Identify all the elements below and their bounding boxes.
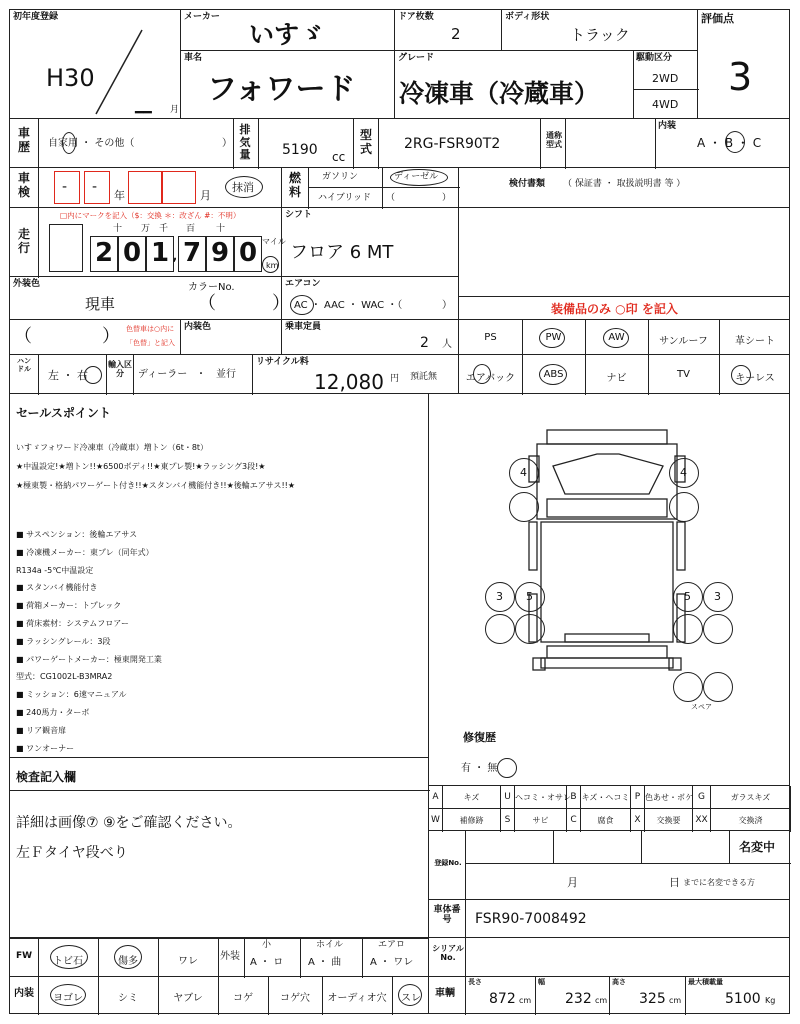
history-text: 自家用 ・ その他（ [48,138,135,149]
shift-value: フロア 6 MT [290,242,394,263]
exterior-value: 現車 [85,295,116,313]
capacity-label: 乗車定員 [285,322,322,332]
history-row [9,118,790,168]
legend-code: P [631,786,645,809]
recycle-value: 12,080 [314,370,384,394]
recycle-unit: 円 [390,374,400,384]
dims-length: 872 [489,991,516,1007]
dimensions-cell: 車輌 長さ 872 cm 幅 232 cm 高さ 325 cm 最大積載量 5100 Kg [428,976,790,1014]
capacity-value: 2 [420,335,429,351]
shift-cell [281,207,459,277]
bottom-row-1: FW トビ石 傷多 ワレ 外装 小 A ・ ロ ホイル A ・ 曲 エアロ A ・ ワレ [9,937,429,977]
first-registration-cell [9,9,181,119]
serial-cell [428,937,790,977]
equip-pw-mark [539,328,565,348]
displacement-unit: cc [332,150,346,164]
chassis-label: 車体番号 [433,905,461,926]
legend-code: W [429,809,443,832]
reg-month: 月 [567,876,578,889]
history-label: 車歴 [17,126,30,154]
documents-cell [458,167,790,208]
car-name-value: フォワード [207,72,356,107]
drive-4wd: 4WD [652,98,679,111]
ext-small: A ・ ロ [250,957,284,968]
equip-navi: ナビ [606,373,627,384]
aircon-value: AC ・ AAC ・ WAC ・（ [294,300,403,311]
capacity-unit: 人 [442,339,452,350]
documents-label: 検付書類 [509,179,546,189]
equip-keyless: キーレス [735,373,775,384]
tire-front-right-2 [669,492,699,522]
legend-desc: 交換要 [645,809,693,832]
fw-stone-chip: トビ石 [53,956,83,967]
legend-code: S [501,809,515,832]
interior-grade-value: A ・ B ・ C [697,136,762,150]
legend-desc: 色あせ・ボケ [645,786,693,809]
maker-label: メーカー [184,12,220,22]
repair-value: 有 ・ 無 [461,763,498,774]
equipment-row-2 [458,354,790,394]
legend-desc: キズ [443,786,501,809]
fuel-label: 燃料 [288,171,301,199]
mileage-label: 走行 [17,227,30,255]
color-change-note1: 色替車は○内に [126,325,175,333]
import-dealer: ディーラー [138,369,188,380]
car-name-cell [180,50,395,119]
equipment-header-text: 装備品のみ ○印 を記入 [551,302,678,316]
fuel-gasoline: ガソリン [322,172,359,182]
grade-label: グレード [398,53,435,63]
int-tear: ヤブレ [173,993,203,1004]
spare-tire-2 [703,672,733,702]
fuel-diesel: ディーゼル [394,172,439,182]
equip-tv: TV [677,369,690,380]
inspection-notes-title: 検査記入欄 [16,770,77,784]
registration-no-cell [428,830,790,900]
equip-sunroof: サンルーフ [659,336,708,347]
registration-year: H30 [46,64,95,92]
equip-airbag: エアバック [465,373,516,384]
aircon-mark [290,295,314,315]
maker-value: いすゞ [249,20,325,49]
inspection-label: 車検 [17,171,30,199]
mileage-cell: 走行 □内にマークを記入（$：交換 ＊：改ざん #：不明） 十 万 千 百 十 2 0 1 7 9 0 , マイル km [9,207,282,277]
recycle-deposit: 預託無 [410,372,438,382]
dims-width: 232 [565,991,592,1007]
mileage-digit: 0 [118,236,146,272]
model-label: 型式 [359,128,372,156]
inspection-note-1: 詳細は画像⑦ ⑨をご確認ください。 [16,815,242,831]
equip-abs-mark [539,364,567,385]
body-shape-cell [501,9,698,51]
int-audio-hole: オーディオ穴 [327,993,387,1004]
recycle-label: リサイクル料 [256,357,309,367]
legend-desc: サビ [515,809,567,832]
equip-airbag-mark [473,364,491,384]
aircon-cell: エアコン AC ・ AAC ・ WAC ・（ ） [281,276,459,320]
fw-many-scratches: 傷多 [118,956,138,967]
equip-aw: AW [608,332,625,343]
inspection-note-2: 左Ｆタイヤ段べり [16,845,128,861]
handle-mark [84,366,102,384]
body-shape-value: トラック [570,26,630,44]
legend-desc: 腐食 [581,809,631,832]
model-value: 2RG-FSR90T2 [404,136,501,152]
tire-front-left-2 [509,492,539,522]
inspection-status-mark [225,176,263,198]
legend-desc: キズ・ヘコミ [581,786,631,809]
maker-cell [180,9,395,51]
fw-crack: ワレ [178,956,198,967]
damage-legend [428,785,790,831]
bottom-row-2 [9,976,429,1014]
score-label: 評価点 [701,12,734,25]
fuel-hybrid: ハイブリッド [318,193,372,203]
legend-code: B [567,786,581,809]
inspection-status: 抹消 [232,181,254,194]
common-model-label: 通称型式 [546,131,562,150]
color-change-cell: （ ） 色替車は○内に 「色替」と記入 [9,319,181,355]
legend-code: XX [693,809,711,832]
mileage-digit: 0 [234,236,262,272]
equipment-header [458,296,790,320]
inspection-cell: 車検 - - 年 月 抹消 [9,167,282,208]
repair-mark [497,758,517,778]
truck-diagram [429,394,789,714]
legend-desc: ガラスキズ [711,786,791,809]
fw-label: FW [16,951,33,961]
capacity-cell [281,319,459,355]
spare-tire-1 [673,672,703,702]
inspection-notes-panel [9,757,429,939]
legend-desc: 交換済 [711,809,791,832]
exterior-cell: 外装色 現車 カラーNo. （ ） [9,276,282,320]
equip-abs: ABS [543,369,564,380]
equipment-row-1 [458,319,790,355]
interior-color-cell [180,319,282,355]
damage-diagram-panel: 4 4 3 5 5 3 スペア 修復歴 有 ・ 無 [428,393,790,786]
mileage-km: km [266,261,279,270]
history-mark [62,132,76,154]
legend-code: C [567,809,581,832]
sales-points-title: セールスポイント [16,406,111,420]
mileage-mile: マイル [262,237,286,246]
dims-load: 5100 [725,991,761,1007]
inspection-month-unit: 月 [200,189,211,202]
serial-label: シリアルNo. [432,944,464,963]
reg-day: 日 [669,876,680,889]
handle-value: 左 ・ 右 [48,369,88,382]
doors-value: 2 [451,25,461,43]
import-label: 輸入区分 [108,360,132,379]
equip-ps: PS [484,332,497,343]
score-value: 3 [728,55,753,99]
legend-code: X [631,809,645,832]
sales-points-panel [9,393,429,758]
ext-label: 外装 [220,951,240,962]
chassis-cell [428,899,790,938]
equip-leather: 革シート [735,336,775,347]
legend-code: A [429,786,443,809]
grade-value: 冷凍車（冷蔵車） [399,79,600,108]
interior-color-label: 内装色 [184,322,212,332]
documents-value: （ 保証書 ・ 取扱説明書 等 ） [563,179,686,189]
registration-month-unit: 月 [170,105,180,115]
interior-damage-label: 内装 [14,988,34,999]
first-registration-label: 初年度登録 [13,12,59,22]
legend-desc: 補修跡 [443,809,501,832]
chassis-value: FSR90-7008492 [475,911,587,927]
dims-label: 車輌 [435,988,455,999]
aircon-label: エアコン [285,279,321,289]
color-change-note2: 「色替」と記入 [126,339,175,347]
body-shape-label: ボディ形状 [505,12,550,22]
inspection-year-unit: 年 [114,189,125,202]
reg-deadline: までに名変できる方 [683,878,755,887]
mileage-km-mark [262,256,279,273]
mileage-note: □内にマークを記入（$：交換 ＊：改ざん #：不明） [60,211,241,220]
int-stain: シミ [118,993,138,1004]
mileage-prefix-box [49,224,83,272]
int-burn-hole: コゲ穴 [280,993,310,1004]
history-close: ） [222,138,232,149]
dims-height: 325 [639,991,666,1007]
sales-points-headline: いすゞフォワード冷凍車（冷蔵車）増トン（6t・8t） ★中温設定!★増トン!!★6500ボディ!!★東プレ製!★ラッシング3段!★ ★極東製・格納パワーゲート付き!!★スタンバイ機能付き!!★後輪エアサス!!★ [16,443,296,490]
fuel-diesel-mark [390,169,448,186]
int-wear: スレ [401,993,421,1004]
doors-label: ドア枚数 [398,12,434,22]
int-burn: コゲ [233,993,253,1004]
blank-cell-a [458,207,790,297]
import-parallel: 並行 [216,369,236,380]
legend-desc: ヘコミ・オサレ [515,786,567,809]
interior-grade-mark [725,131,745,153]
shift-label: シフト [285,210,313,220]
mileage-digit: 9 [206,236,234,272]
drive-cell [633,50,698,119]
ext-wheel: A ・ 曲 [308,957,342,968]
spare-label: スペア [691,703,712,711]
sales-points-list: ■ サスペンション：後輪エアサス ■ 冷凍機メーカー：東プレ（同年式） R134a -5℃中温設定 ■ スタンバイ機能付き ■ 荷箱メーカー：トプレック ■ 荷床素材：システムフロアー ■ ラッシングレール：3段 ■ パワーゲートメーカー：極東開発工業 型式：CG1002L-B3MRA2 ■ ミッション：6速マニュアル ■ 240馬力・ターボ ■ リア観音扉 ■ ワンオーナー [16,530,162,753]
ext-aero: A ・ ワレ [370,957,414,968]
displacement-value: 5190 [282,142,318,158]
name-change-label: 名変中 [739,840,776,854]
handle-row: ハンドル 左 ・ 右 輸入区分 ディーラー ・ 並行 リサイクル料 12,080 円 預託無 [9,354,459,394]
exterior-label: 外装色 [13,279,41,289]
car-name-label: 車名 [184,53,203,63]
score-cell [697,9,790,119]
drive-2wd: 2WD [652,72,679,85]
interior-grade-label: 内装 [658,121,677,131]
registration-no-label: 登録No. [434,859,462,867]
displacement-label: 排気量 [239,123,251,162]
equip-aw-mark [603,328,629,348]
registration-month-dash: ━━ [135,105,152,121]
grade-cell [394,50,634,119]
mileage-digit: 7 [178,236,206,272]
drive-label: 駆動区分 [636,53,673,63]
fuel-cell: 燃料 ガソリン ディーゼル ハイブリッド （ ） [281,167,459,208]
mileage-digit: 2 [90,236,118,272]
equip-keyless-mark [731,365,751,385]
handle-label: ハンドル [17,357,31,374]
repair-label: 修復歴 [463,731,496,744]
legend-code: G [693,786,711,809]
doors-cell [394,9,502,51]
color-no-label: カラーNo. [188,282,235,293]
equip-pw: PW [545,332,562,343]
mileage-digit: 1 [146,236,174,272]
int-dirt: ヨゴレ [53,993,83,1004]
legend-code: U [501,786,515,809]
